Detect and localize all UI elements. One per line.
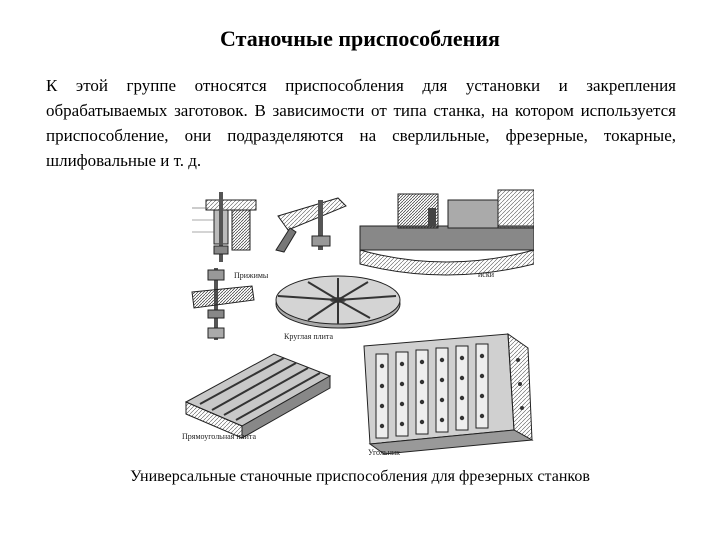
rectangular-plate-drawing [186,354,330,438]
slide-title: Станочные приспособления [220,26,500,51]
label-round-plate: Круглая плита [284,332,334,341]
vise-drawing [360,190,534,275]
clamp-drawing-2 [276,198,346,252]
clamp-drawing-1 [192,192,256,262]
figure-caption: Универсальные станочные приспособления для фрезерных станков [130,468,590,485]
label-clamps: Прижимы [234,271,269,280]
label-rectangular-plate: Прямоугольная плита [182,432,257,441]
fixtures-illustration [178,186,534,460]
intro-paragraph: К этой группе относятся приспособления для установки и закрепления обрабатываемых заготовок. В зависимости от типа станка, на котором используется приспособление, они подразделяются на сверлильные, фрезерные, токарные, шлифовальные и т. д. [46,76,676,170]
label-angle-plate: Угольник [368,448,401,457]
round-plate-drawing [276,276,400,328]
fixtures-drawing [178,186,534,460]
angle-plate-drawing [364,334,532,454]
label-vise: иски [478,270,494,279]
